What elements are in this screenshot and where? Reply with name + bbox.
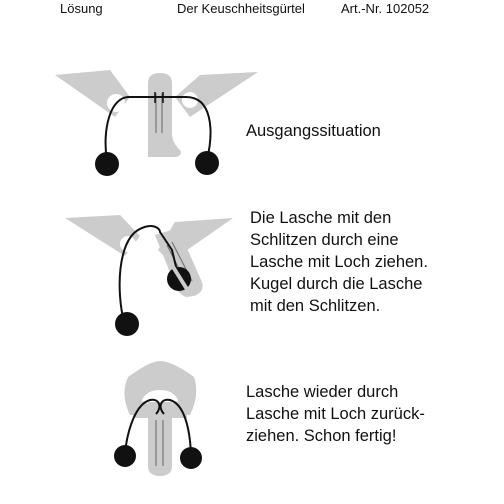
step1-figure: [55, 70, 258, 176]
step3-figure: [114, 361, 202, 476]
step1-left-ball: [95, 152, 119, 176]
step1-right-hole: [182, 92, 198, 108]
step2-left-hole: [120, 236, 136, 252]
step2-caption: Die Lasche mit den Schlitzen durch eine Lasche mit Loch ziehen. Kugel durch die Lasche mit den Schlitzen.: [250, 209, 428, 315]
step1-right-ball: [195, 151, 219, 175]
step2-figure: [65, 215, 233, 336]
header-article-number: Art.-Nr. 102052: [341, 1, 430, 16]
step3-slotted-strap: [148, 402, 172, 476]
step3-caption: Lasche wieder durch Lasche mit Loch zurück- ziehen. Schon fertig!: [246, 383, 425, 445]
step3-right-ball: [180, 447, 202, 469]
step1-slotted-strap: [148, 73, 181, 157]
step3-left-ball: [114, 445, 136, 467]
step1-caption: Ausgangssituation: [246, 122, 381, 140]
step2-left-ball: [115, 312, 139, 336]
header-puzzle-title: Der Keuschheitsgürtel: [177, 1, 305, 16]
header-solution-label: Lösung: [60, 1, 103, 16]
